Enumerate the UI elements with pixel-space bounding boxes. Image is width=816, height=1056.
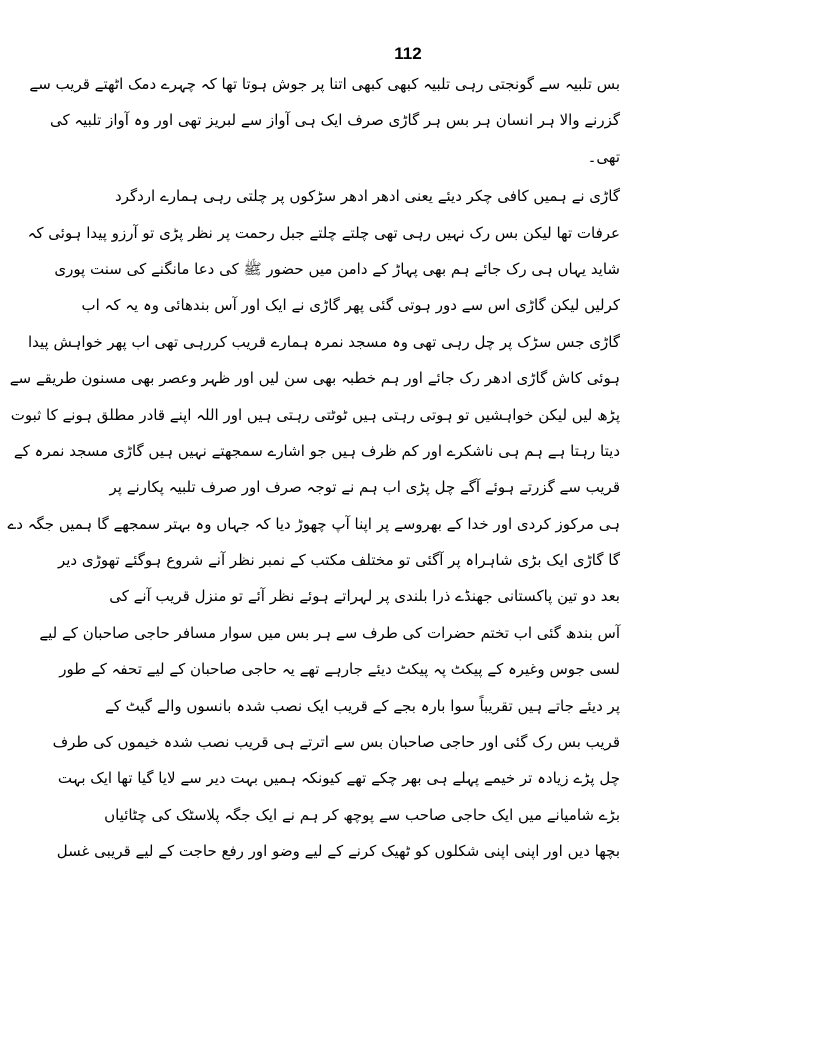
- text-line: لسی جوس وغیرہ کے پیکٹ پہ پیکٹ دیئے جارہے تھے یہ حاجی صاحبان کے لیے تحفہ کے طور: [59, 660, 620, 679]
- body-text: [7, 66, 620, 870]
- text-line: گا گاڑی ایک بڑی شاہراہ پر آگئی تو مختلف مکتب کے نمبر نظر آنے شروع ہوگئے تھوڑی دیر: [57, 551, 620, 570]
- text-line: آس بندھ گئی اب تختم حضرات کی طرف سے ہر بس میں سوار مسافر حاجی صاحبان کے لیے: [39, 623, 620, 642]
- text-line: تھی۔: [587, 147, 620, 166]
- text-line: بڑے شامیانے میں ایک حاجی صاحب سے پوچھ کر ہم نے ایک جگہ پلاسٹک کی چٹائیاں: [104, 805, 620, 824]
- text-line: ہوئی کاش گاڑی ادھر رک جائے اور ہم خطبہ بھی سن لیں اور ظہر وعصر بھی مسنون طریقے سے: [9, 369, 620, 388]
- text-line: عرفات تھا لیکن بس رک نہیں رہی تھی چلتے چلتے جبل رحمت پر نظر پڑی تو آرزو پیدا ہوئی کہ: [27, 223, 620, 242]
- text-line: بچھا دیں اور اپنی اپنی شکلوں کو ٹھیک کرنے کے لیے وضو اور رفع حاجت کے لیے قریبی غسل: [56, 842, 620, 861]
- page-number: 112: [394, 44, 422, 63]
- text-line: پر دیئے جاتے ہیں تقریباً سوا بارہ بجے کے قریب ایک نصب شدہ بانسوں والے گیٹ کے: [104, 696, 620, 715]
- text-line: گاڑی نے ہمیں کافی چکر دیئے یعنی ادھر ادھر سڑکوں پر چلتی رہی ہمارے اردگرد: [115, 187, 620, 206]
- text-line: کرلیں لیکن گاڑی اس سے دور ہوتی گئی پھر گاڑی نے ایک اور آس بندھائی وہ یہ کہ اب: [81, 296, 620, 315]
- text-line: چل پڑے زیادہ تر خیمے پہلے ہی بھر چکے تھے کیونکہ ہمیں بہت دیر سے لایا گیا تھا ایک بہت: [57, 769, 620, 788]
- text-line: گزرنے والا ہر انسان ہر بس ہر گاڑی صرف ایک ہی آواز سے لبریز تھی اور وہ آواز تلبیہ کی: [49, 111, 620, 130]
- text-line: دیتا رہتا ہے ہم ہی ناشکرے اور کم ظرف ہیں جو اشارے سمجھتے نہیں ہیں گاڑی مسجد نمرہ کے: [13, 441, 620, 460]
- text-line: قریب بس رک گئی اور حاجی صاحبان بس سے اترتے ہی قریب نصب شدہ خیموں کی طرف: [52, 733, 620, 752]
- text-line: شاید یہاں ہی رک جائے ہم بھی پہاڑ کے دامن میں حضور ﷺ کی دعا مانگنے کی سنت پوری: [54, 259, 620, 278]
- text-line: گاڑی جس سڑک پر چل رہی تھی وہ مسجد نمرہ ہمارے قریب کررہی تھی اب پھر خواہش پیدا: [27, 332, 620, 351]
- text-line: قریب سے گزرتے ہوئے آگے چل پڑی اب ہم نے توجہ صرف اور صرف تلبیہ پکارنے پر: [109, 478, 620, 497]
- text-line: بس تلبیہ سے گونجتی رہی تلبیہ کبھی کبھی اتنا پر جوش ہوتا تھا کہ چہرے دمک اٹھتے قریب سے: [29, 75, 620, 93]
- text-line: ہی مرکوز کردی اور خدا کے بھروسے پر اپنا آپ چھوڑ دیا کہ جہاں وہ بہتر سمجھے گا ہمیں جگہ دے: [7, 514, 620, 533]
- text-line: بعد دو تین پاکستانی جھنڈے ذرا بلندی پر لہراتے ہوئے نظر آئے تو منزل قریب آنے کی: [109, 587, 620, 606]
- text-line: پڑھ لیں لیکن خواہشیں تو ہوتی رہتی ہیں ٹوٹتی رہتی ہیں اور اللہ اپنے قادر مطلق ہونے کا ثبوت: [10, 405, 620, 424]
